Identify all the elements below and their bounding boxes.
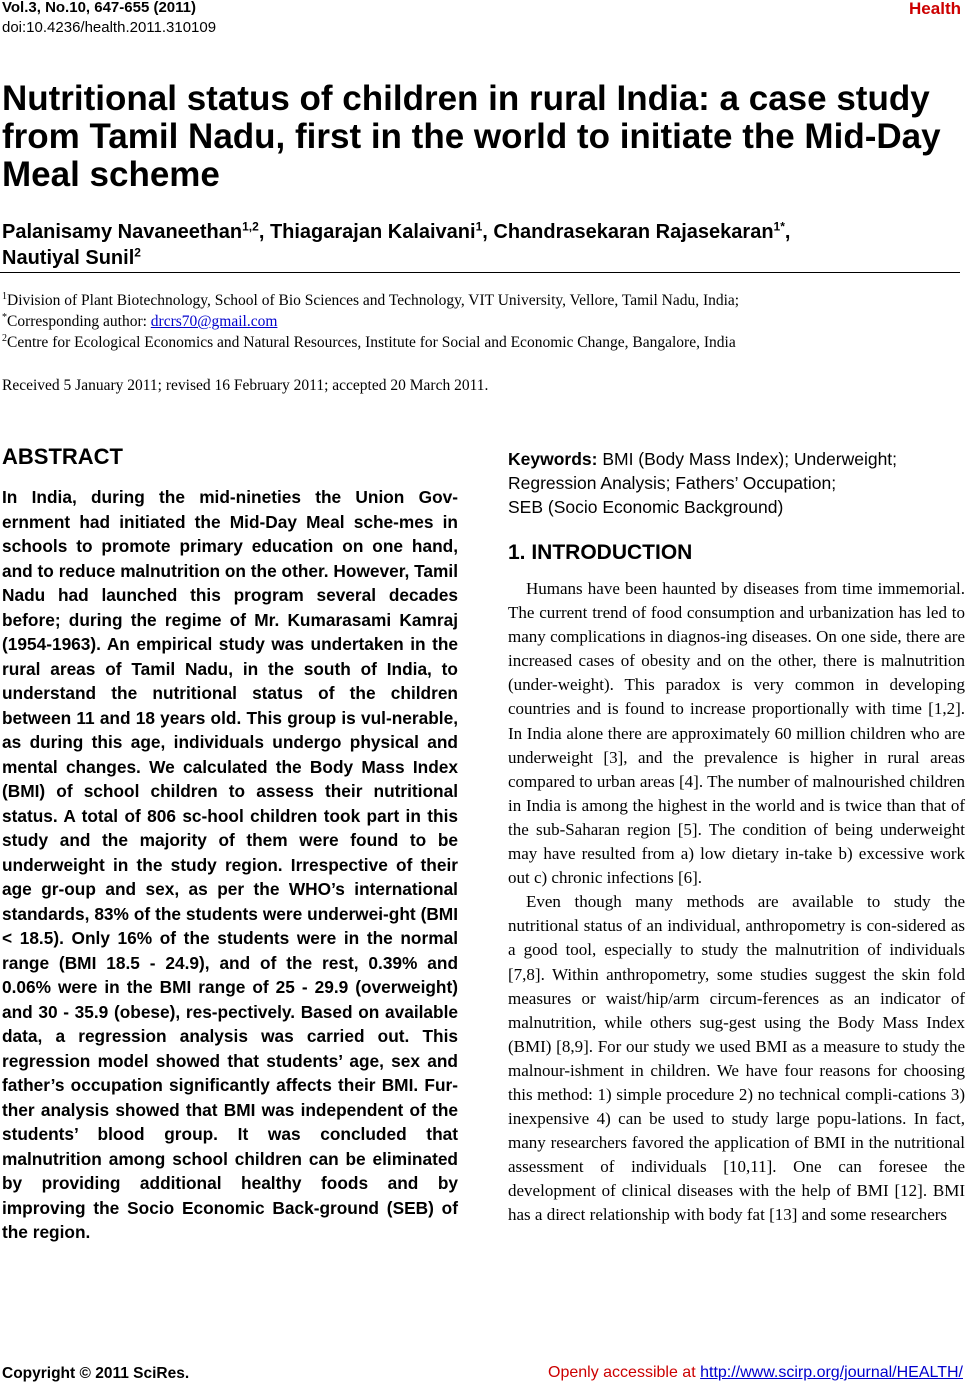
abstract-text: In India, during the mid-nineties the Union Gov-ernment had initiated the Mid-Day Meal sche-mes in schools to promote primary education on one hand, and to reduce malnutrition on the other. However, Tamil Nadu had launched this program several decades before; during the regime of Mr. Kumarasami Kamraj (1954-1963). An empirical study was undertaken in the rural areas of Tamil Nadu, in the south of India, to understand the nutritional status of the children between 11 and 18 years old. This group is vul-nerable, as during this age, individuals undergo physical and mental changes. We calculated the Body Mass Index (BMI) of school children to assess their nutritional status. A total of 806 sc-hool children took part in this study and the majority of them were found to be underweight in the study region. Irrespective of their age gr-oup and sex, as per the WHO’s international standards, 83% of the students were underwei-ght (BMI < 18.5). Only 16% of the students were in the normal range (BMI 18.5 - 24.9), and of the rest, 0.39% and 0.06% were in the BMI range of 25 - 29.9 (overweight) and 30 - 35.9 (obese), res-pectively. Based on available data, a regression analysis was carried out. This regression model showed that students’ age, sex and father’s occupation significantly affects their BMI. Fur-ther analysis showed that BMI was independent of the students’ blood group. It was concluded that malnutrition among school children can be eliminated by providing additional healthy foods and by improving the Socio Economic Back-ground (SEB) of the region. (2, 487, 458, 1242)
journal-name: Health (909, 0, 961, 18)
author-affiliation-mark: 2 (134, 245, 141, 260)
keywords-line: SEB (Socio Economic Background) (508, 497, 784, 517)
keywords-line: Regression Analysis; Fathers’ Occupation; (508, 473, 837, 493)
keywords (508, 447, 966, 519)
paper-title: Nutritional status of children in rural India: a case study from Tamil Nadu, first in the world to initiate the Mid-Day Meal scheme (2, 79, 941, 194)
header-divider (0, 272, 960, 273)
journal-url-link[interactable]: http://www.scirp.org/journal/HEALTH/ (700, 1364, 963, 1381)
author-name: Chandrasekaran Rajasekaran (493, 221, 774, 243)
paragraph: Even though many methods are available to study the nutritional status of an individual, anthropometry is con-sidered as a good tool, especially to study the malnutrition of individuals [7,8]. Within anthropometry, some studies suggest the skin fold measures or waist/hip/arm circum-ferences as an indicator of malnutrition, while others sug-gest using the Body Mass Index (BMI) [8,9]. For our study we used BMI as a measure to study the malnour-ishment in children. We have four reasons for choosing this method: 1) simple procedure 2) no technical compli-cations 3) inexpensive 4) can be used to study large popu-lations. In fact, many researchers favored the application of BMI in the nutritional assessment of individuals [10,11]. One can foresee the development of clinical diseases with the help of BMI [12]. BMI has a direct relationship with body fat [13] and some researchers (508, 892, 965, 1225)
affiliation-2: $^2$Centre for Ecological Economics and Natural Resources, Institute for Social and Economic Change, Bangalore, India (2, 332, 736, 351)
affiliation-1: $^1$Division of Plant Biotechnology, School of Bio Sciences and Technology, VIT University, Vellore, Tamil Nadu, India; (2, 290, 740, 309)
keywords-label: Keywords: (508, 449, 598, 469)
author-name: Palanisamy Navaneethan (2, 221, 243, 243)
section-heading-introduction: 1. INTRODUCTION (508, 541, 693, 564)
email-link[interactable]: drcrs70@gmail.com (150, 313, 278, 330)
introduction-body (508, 577, 965, 1228)
abstract-heading: ABSTRACT (2, 444, 123, 469)
affiliations (2, 290, 739, 353)
author-name: Thiagarajan Kalaivani (269, 221, 476, 243)
corresponding-author: *Corresponding author: drcrs70@gmail.com (2, 311, 278, 330)
received-dates: Received 5 January 2011; revised 16 February 2011; accepted 20 March 2011. (2, 377, 489, 394)
author-affiliation-mark: 1* (773, 219, 785, 234)
copyright: Copyright © 2011 SciRes. (2, 1365, 190, 1382)
author-list: Palanisamy Navaneethan$^{1,2}$, Thiagarajan Kalaivani$^1$, Chandrasekaran Rajasekaran$^{1*}$, Nautiyal Sunil$^2$ (2, 219, 791, 269)
open-access-notice: Openly accessible at http://www.scirp.org/journal/HEALTH/ (548, 1364, 963, 1381)
paragraph: Humans have been haunted by diseases from time immemorial. The current trend of food consumption and urbanization has led to many complications in diagnos-ing diseases. On one side, there are increased cases of obesity and on the other, there is malnutrition (under-weight). This paradox is very common in developing countries and is found to increase proportionally with time [1,2]. In India alone there are approximately 60 million children who are underweight [3], and the prevalence is higher in rural areas compared to urban areas [4]. The number of malnourished children in India is among the highest in the world and is twice than that of the sub-Saharan region [5]. The condition of being underweight may have resulted from a) low dietary in-take b) excessive work out c) chronic infections [6]. (508, 579, 965, 888)
volume-info: Vol.3, No.10, 647-655 (2011) (2, 0, 196, 16)
author-affiliation-mark: 1,2 (242, 219, 259, 234)
keywords-line: BMI (Body Mass Index); Underweight; (597, 449, 898, 469)
author-name: Nautiyal Sunil (2, 247, 135, 269)
author-affiliation-mark: 1 (475, 219, 483, 234)
doi: doi:10.4236/health.2011.310109 (2, 19, 217, 36)
